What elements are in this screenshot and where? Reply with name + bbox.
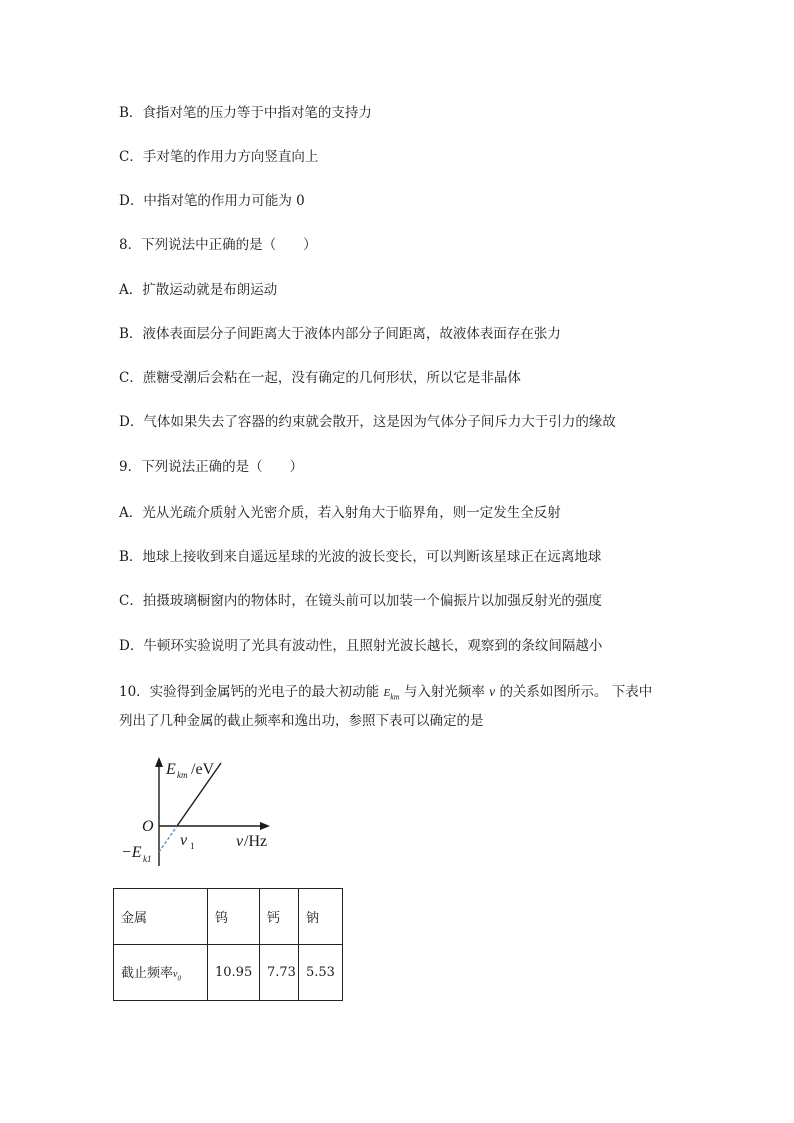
table-cell: 7.73 <box>260 945 299 1001</box>
nu1-subscript: 1 <box>190 841 195 851</box>
nu0-subscript: 0 <box>177 974 181 983</box>
nu0-symbol: ν <box>173 969 178 981</box>
extrapolated-dashed-line <box>159 826 177 852</box>
y-axis-label-unit: /eV <box>191 761 215 778</box>
q9-stem: 9．下列说法正确的是（ ） <box>119 459 304 475</box>
q8-option-a: A．扩散运动就是布朗运动 <box>119 282 278 298</box>
q9-option-a: A．光从光疏介质射入光密介质，若入射角大于临界角，则一定发生全反射 <box>119 505 561 521</box>
q9-option-d: D．牛顿环实验说明了光具有波动性，且照射光波长越长，观察到的条纹间隔越小 <box>119 638 603 654</box>
q8-option-c: C．蔗糖受潮后会粘在一起，没有确定的几何形状，所以它是非晶体 <box>119 370 521 386</box>
q10-stem-line2: 列出了几种金属的截止频率和逸出功，参照下表可以确定的是 <box>119 713 484 729</box>
table-cell: 10.95 <box>208 945 260 1001</box>
table-cell: 金属 <box>114 889 208 945</box>
x-axis-label-nu: ν <box>236 833 244 850</box>
metals-table <box>113 888 343 1001</box>
q10-stem-line1 <box>119 683 652 707</box>
y-axis-arrow <box>155 757 163 767</box>
q7-option-d: D．中指对笔的作用力可能为 0 <box>119 193 305 209</box>
q10-nu-symbol: ν <box>489 684 496 699</box>
origin-label: O <box>142 818 154 835</box>
x-axis-label-unit: /Hz <box>244 833 268 850</box>
x-axis-arrow <box>260 822 270 830</box>
neg-ek1-label: −E <box>121 844 142 861</box>
nu1-label: ν <box>180 832 188 849</box>
q10-text-c: 的关系如图所示。 下表中 <box>499 684 653 700</box>
q7-option-c: C．手对笔的作用力方向竖直向上 <box>119 149 319 165</box>
q8-option-d: D．气体如果失去了容器的约束就会散开，这是因为气体分子间斥力大于引力的缘故 <box>119 414 616 430</box>
y-axis-label-sub: km <box>177 770 188 780</box>
table-cell: 5.53 <box>299 945 343 1001</box>
table-row <box>114 945 343 1001</box>
q7-option-b: B．食指对笔的压力等于中指对笔的支持力 <box>119 105 372 121</box>
q10-ekm-symbol: E <box>383 687 391 699</box>
cutoff-frequency-label: 截止频率 <box>121 966 174 982</box>
q10-text-b: 与入射光频率 <box>403 684 485 700</box>
y-axis-label-e: E <box>166 761 176 778</box>
table-cell: 钨 <box>208 889 260 945</box>
neg-ek1-subscript: k1 <box>143 854 152 864</box>
q8-stem: 8．下列说法中正确的是（ ） <box>119 237 317 253</box>
table-cell: 钠 <box>299 889 343 945</box>
q8-option-b: B．液体表面层分子间距离大于液体内部分子间距离，故液体表面存在张力 <box>119 326 561 342</box>
ekm-vs-frequency-graph <box>118 754 288 869</box>
q9-option-c: C．拍摄玻璃橱窗内的物体时，在镜头前可以加装一个偏振片以加强反射光的强度 <box>119 593 602 609</box>
table-header-row <box>114 889 343 945</box>
q10-ekm-subscript: km <box>390 692 400 702</box>
q9-option-b: B．地球上接收到来自遥远星球的光波的波长变长，可以判断该星球正在远离地球 <box>119 549 602 565</box>
table-cell: 钙 <box>260 889 299 945</box>
q10-text-a: 10．实验得到金属钙的光电子的最大初动能 <box>119 684 380 700</box>
table-cell-label <box>114 945 208 1001</box>
